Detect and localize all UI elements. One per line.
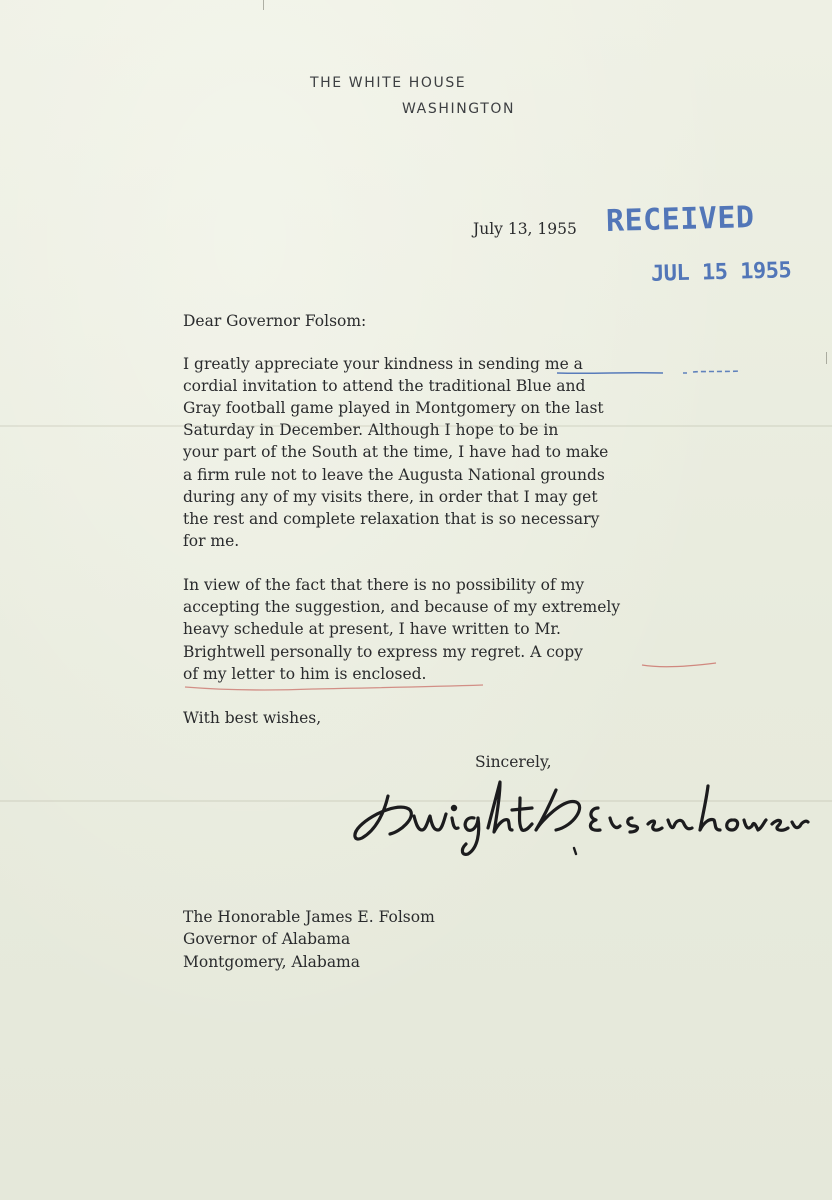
paragraph-1-line: for me. xyxy=(183,532,240,550)
paragraph-1-line: cordial invitation to attend the traditional Blue and xyxy=(183,377,586,395)
letterhead-location: WASHINGTON xyxy=(402,101,516,117)
signature-text xyxy=(350,858,361,859)
closing: With best wishes, xyxy=(183,709,322,727)
red-pencil-underline xyxy=(640,659,720,671)
paragraph-1-line: a firm rule not to leave the Augusta National grounds xyxy=(183,466,605,484)
letter-date: July 13, 1955 xyxy=(473,220,577,238)
paragraph-1-line: the rest and complete relaxation that is so necessary xyxy=(183,510,600,528)
received-stamp: RECEIVED xyxy=(605,200,755,239)
sign-off: Sincerely, xyxy=(475,753,552,771)
paragraph-2-line: heavy schedule at present, I have written to Mr. xyxy=(183,620,561,638)
paragraph-1-line: during any of my visits there, in order that I may get xyxy=(183,488,598,506)
addressee-location: Montgomery, Alabama xyxy=(183,953,360,971)
red-pencil-underline-2 xyxy=(183,681,493,695)
paragraph-1-line: Saturday in December. Although I hope to be in xyxy=(183,421,559,439)
edge-mark-top xyxy=(263,0,264,10)
salutation: Dear Governor Folsom: xyxy=(183,312,367,330)
paragraph-1-line: I greatly appreciate your kindness in sending me a xyxy=(183,355,583,373)
addressee-title: Governor of Alabama xyxy=(183,930,351,948)
paragraph-1-line: your part of the South at the time, I have had to make xyxy=(183,443,609,461)
addressee-name: The Honorable James E. Folsom xyxy=(183,908,435,926)
letterhead-title: THE WHITE HOUSE xyxy=(310,75,467,91)
paragraph-2-line: of my letter to him is enclosed. xyxy=(183,665,427,683)
handwritten-signature xyxy=(350,768,810,858)
received-stamp-date: JUL 15 1955 xyxy=(650,258,792,287)
paragraph-2-line: In view of the fact that there is no possibility of my xyxy=(183,576,585,594)
paragraph-2-line: accepting the suggestion, and because of my extremely xyxy=(183,598,621,616)
paragraph-1-line: Gray football game played in Montgomery on the last xyxy=(183,399,604,417)
blue-pen-underline xyxy=(555,363,745,383)
edge-mark-right xyxy=(826,352,827,364)
paragraph-2-line: Brightwell personally to express my regret. A copy xyxy=(183,643,583,661)
